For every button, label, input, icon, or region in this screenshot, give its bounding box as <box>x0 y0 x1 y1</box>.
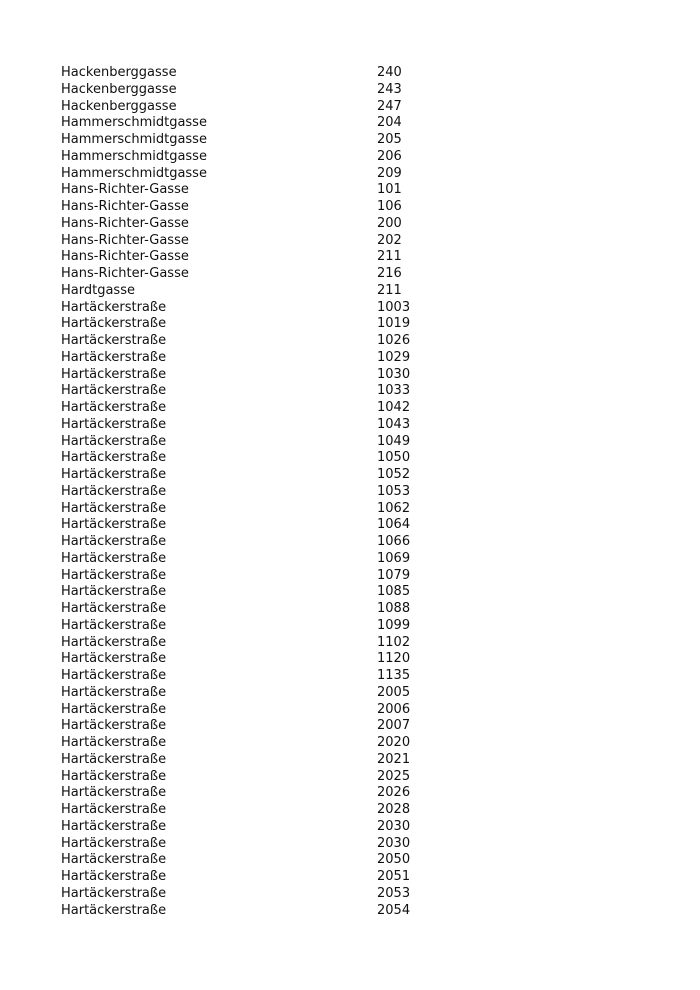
street-number: 1029 <box>377 349 411 365</box>
street-number: 211 <box>377 249 402 265</box>
list-item <box>61 450 481 467</box>
street-number: 2005 <box>377 684 411 700</box>
street-name: Hartäckerstraße <box>61 852 167 868</box>
street-name: Hartäckerstraße <box>61 869 167 884</box>
street-name: Hartäckerstraße <box>61 885 167 901</box>
list-item <box>61 534 481 551</box>
street-name: Hans-Richter-Gasse <box>61 182 189 198</box>
list-item <box>61 635 481 652</box>
list-item <box>61 718 481 735</box>
street-name: Hackenberggasse <box>61 65 177 80</box>
street-number: 1135 <box>377 668 411 683</box>
street-number: 2006 <box>377 701 411 717</box>
street-name: Hans-Richter-Gasse <box>61 232 189 248</box>
address-list <box>61 65 481 919</box>
street-name: Hartäckerstraße <box>61 517 167 533</box>
list-item <box>61 785 481 802</box>
street-number: 1030 <box>377 366 411 382</box>
street-number: 2030 <box>377 818 411 834</box>
street-number: 1003 <box>377 299 411 315</box>
street-name: Hartäckerstraße <box>61 617 167 633</box>
list-item <box>61 383 481 400</box>
street-number: 2007 <box>377 718 411 734</box>
street-number: 106 <box>377 199 402 214</box>
street-number: 2053 <box>377 885 411 901</box>
street-number: 1062 <box>377 500 411 516</box>
list-item <box>61 735 481 752</box>
street-number: 1085 <box>377 584 411 600</box>
street-number: 1079 <box>377 567 411 583</box>
street-number: 1053 <box>377 483 411 499</box>
list-item <box>61 852 481 869</box>
street-name: Hartäckerstraße <box>61 416 167 432</box>
list-item <box>61 685 481 702</box>
street-number: 1050 <box>377 450 411 466</box>
street-number: 2054 <box>377 902 411 918</box>
street-number: 1026 <box>377 333 411 348</box>
street-number: 1049 <box>377 433 411 449</box>
list-item <box>61 417 481 434</box>
street-name: Hartäckerstraße <box>61 601 167 616</box>
street-number: 211 <box>377 282 402 298</box>
list-item <box>61 836 481 853</box>
street-number: 204 <box>377 115 402 131</box>
street-name: Hartäckerstraße <box>61 299 167 315</box>
street-name: Hammerschmidtgasse <box>61 148 207 164</box>
list-item <box>61 333 481 350</box>
street-name: Hartäckerstraße <box>61 634 167 650</box>
list-item <box>61 149 481 166</box>
street-number: 243 <box>377 81 402 97</box>
list-item <box>61 350 481 367</box>
list-item <box>61 115 481 132</box>
list-item <box>61 886 481 903</box>
list-item <box>61 501 481 518</box>
street-number: 2051 <box>377 869 411 884</box>
street-number: 1088 <box>377 601 411 616</box>
street-name: Hartäckerstraße <box>61 902 167 918</box>
street-name: Hartäckerstraße <box>61 567 167 583</box>
list-item <box>61 802 481 819</box>
street-name: Hartäckerstraße <box>61 735 167 750</box>
street-name: Hartäckerstraße <box>61 400 167 415</box>
street-name: Hackenberggasse <box>61 98 177 114</box>
list-item <box>61 199 481 216</box>
street-name: Hartäckerstraße <box>61 383 167 399</box>
street-name: Hartäckerstraße <box>61 785 167 801</box>
list-item <box>61 300 481 317</box>
street-name: Hartäckerstraße <box>61 718 167 734</box>
street-name: Hartäckerstraße <box>61 668 167 683</box>
street-name: Hartäckerstraße <box>61 818 167 834</box>
list-item <box>61 182 481 199</box>
street-number: 1066 <box>377 534 411 549</box>
list-item <box>61 99 481 116</box>
street-name: Hans-Richter-Gasse <box>61 215 189 231</box>
street-number: 1102 <box>377 634 411 650</box>
street-number: 2050 <box>377 852 411 868</box>
street-name: Hartäckerstraße <box>61 835 167 851</box>
list-item <box>61 769 481 786</box>
street-number: 216 <box>377 266 402 281</box>
street-number: 2025 <box>377 768 411 784</box>
street-name: Hammerschmidtgasse <box>61 115 207 131</box>
street-name: Hans-Richter-Gasse <box>61 249 189 265</box>
list-item <box>61 618 481 635</box>
street-number: 1064 <box>377 517 411 533</box>
street-number: 1033 <box>377 383 411 399</box>
street-number: 1019 <box>377 316 411 332</box>
street-number: 2028 <box>377 802 411 817</box>
street-name: Hartäckerstraße <box>61 802 167 817</box>
list-item <box>61 434 481 451</box>
street-number: 101 <box>377 182 402 198</box>
street-number: 1099 <box>377 617 411 633</box>
street-number: 240 <box>377 65 402 80</box>
street-number: 1120 <box>377 651 411 667</box>
list-item <box>61 584 481 601</box>
street-number: 206 <box>377 148 402 164</box>
list-item <box>61 869 481 886</box>
street-number: 202 <box>377 232 402 248</box>
list-item <box>61 316 481 333</box>
street-number: 200 <box>377 215 402 231</box>
street-number: 2026 <box>377 785 411 801</box>
street-name: Hartäckerstraße <box>61 467 167 482</box>
street-number: 2030 <box>377 835 411 851</box>
list-item <box>61 752 481 769</box>
street-name: Hartäckerstraße <box>61 701 167 717</box>
street-name: Hartäckerstraße <box>61 450 167 466</box>
street-number: 1043 <box>377 416 411 432</box>
street-name: Hammerschmidtgasse <box>61 132 207 147</box>
list-item <box>61 266 481 283</box>
street-number: 205 <box>377 132 402 147</box>
list-item <box>61 702 481 719</box>
list-item <box>61 601 481 618</box>
street-name: Hans-Richter-Gasse <box>61 266 189 281</box>
list-item <box>61 249 481 266</box>
list-item <box>61 517 481 534</box>
street-number: 2020 <box>377 735 411 750</box>
list-item <box>61 819 481 836</box>
street-name: Hartäckerstraße <box>61 550 167 566</box>
list-item <box>61 283 481 300</box>
list-item <box>61 65 481 82</box>
list-item <box>61 166 481 183</box>
street-number: 1042 <box>377 400 411 415</box>
street-name: Hartäckerstraße <box>61 768 167 784</box>
list-item <box>61 216 481 233</box>
list-item <box>61 551 481 568</box>
street-name: Hackenberggasse <box>61 81 177 97</box>
list-item <box>61 82 481 99</box>
street-name: Hammerschmidtgasse <box>61 165 207 181</box>
list-item <box>61 668 481 685</box>
street-name: Hartäckerstraße <box>61 433 167 449</box>
street-name: Hartäckerstraße <box>61 651 167 667</box>
list-item <box>61 467 481 484</box>
street-number: 1069 <box>377 550 411 566</box>
street-number: 2021 <box>377 751 411 767</box>
street-name: Hartäckerstraße <box>61 483 167 499</box>
list-item <box>61 233 481 250</box>
street-name: Hartäckerstraße <box>61 684 167 700</box>
list-item <box>61 651 481 668</box>
street-name: Hartäckerstraße <box>61 366 167 382</box>
list-item <box>61 568 481 585</box>
list-item <box>61 484 481 501</box>
street-name: Hartäckerstraße <box>61 584 167 600</box>
street-number: 209 <box>377 165 402 181</box>
street-number: 247 <box>377 98 402 114</box>
street-name: Hartäckerstraße <box>61 333 167 348</box>
list-item <box>61 367 481 384</box>
street-name: Hans-Richter-Gasse <box>61 199 189 214</box>
street-name: Hartäckerstraße <box>61 751 167 767</box>
street-name: Hardtgasse <box>61 282 135 298</box>
list-item <box>61 400 481 417</box>
street-number: 1052 <box>377 467 411 482</box>
street-name: Hartäckerstraße <box>61 349 167 365</box>
street-name: Hartäckerstraße <box>61 534 167 549</box>
list-item <box>61 903 481 920</box>
list-item <box>61 132 481 149</box>
street-name: Hartäckerstraße <box>61 316 167 332</box>
street-name: Hartäckerstraße <box>61 500 167 516</box>
